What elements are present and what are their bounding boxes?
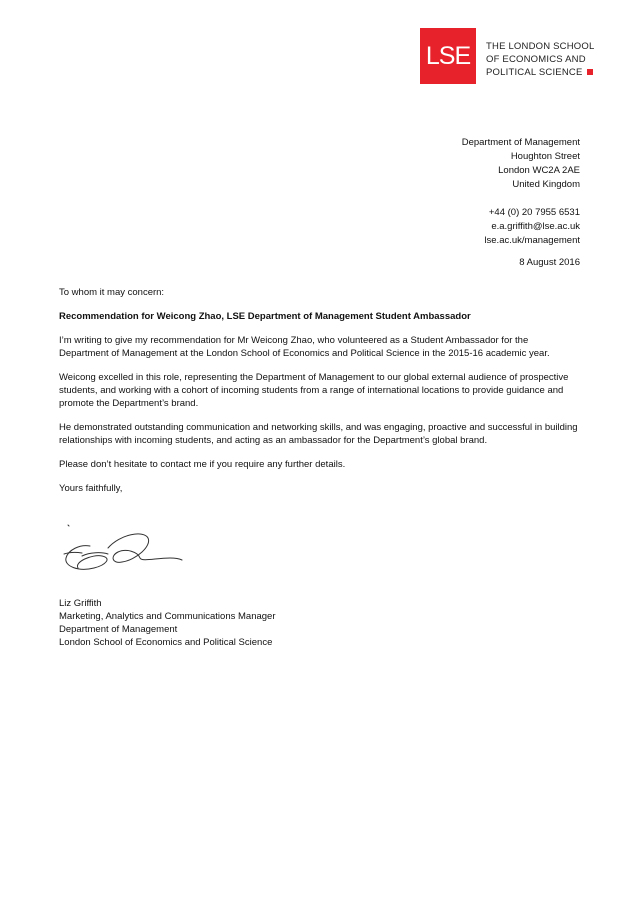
address-web: lse.ac.uk/management	[484, 235, 580, 246]
lse-logo-text: LSE	[425, 41, 471, 70]
address-country: United Kingdom	[512, 179, 580, 190]
signatory-department: Department of Management	[59, 624, 178, 635]
paragraph: Weicong excelled in this role, representing the Department of Management to our global external audience of prospective students, and working with a cohort of incoming students from a range of international locations to provide guidance and promote the Department’s brand.	[59, 372, 569, 409]
signatory-block	[59, 597, 276, 649]
closing: Yours faithfully,	[59, 483, 123, 494]
lse-logo-box	[420, 28, 476, 84]
sender-address	[462, 136, 580, 248]
signatory-name: Liz Griffith	[59, 598, 102, 609]
signatory-institution: London School of Economics and Political Science	[59, 637, 273, 648]
address-city: London WC2A 2AE	[498, 165, 580, 176]
institution-wordmark	[486, 40, 620, 79]
letter-date: 8 August 2016	[519, 257, 580, 268]
paragraph: I’m writing to give my recommendation for Mr Weicong Zhao, who volunteered as a Student Ambassador for the Department of Management at the London School of Economics and Political Science in the 2015-16 academic year.	[59, 335, 550, 359]
red-square-icon	[587, 69, 593, 75]
wordmark-line-1: THE LONDON SCHOOL	[486, 41, 595, 52]
address-phone: +44 (0) 20 7955 6531	[488, 207, 580, 218]
address-street: Houghton Street	[510, 151, 580, 162]
signatory-title: Marketing, Analytics and Communications Manager	[59, 611, 276, 622]
letter-body	[59, 286, 579, 506]
salutation: To whom it may concern:	[59, 287, 165, 298]
paragraph: Please don’t hesitate to contact me if you require any further details.	[59, 459, 346, 470]
address-email: e.a.griffith@lse.ac.uk	[491, 221, 580, 232]
lse-logo	[420, 28, 620, 88]
letter-subject: Recommendation for Weicong Zhao, LSE Department of Management Student Ambassador	[59, 311, 471, 322]
paragraph: He demonstrated outstanding communication and networking skills, and was engaging, proactive and successful in building relationships with incoming students, and acting as an ambassador for the Department’s global brand.	[59, 422, 578, 446]
wordmark-line-2: OF ECONOMICS AND	[486, 54, 586, 65]
handwritten-signature	[60, 522, 190, 582]
wordmark-line-3: POLITICAL SCIENCE	[486, 66, 620, 79]
address-department: Department of Management	[461, 137, 580, 148]
